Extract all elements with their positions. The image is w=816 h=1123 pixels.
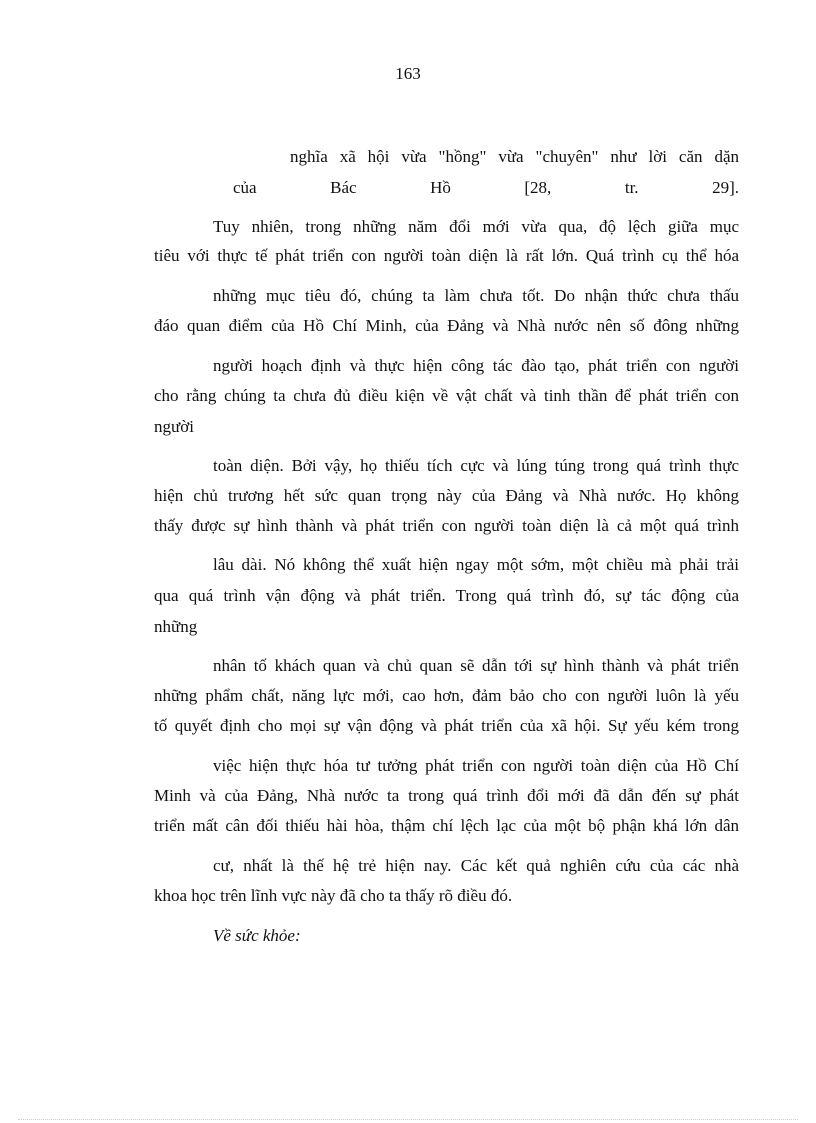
text-line: người [154,417,194,436]
text-line: cho rằng chúng ta chưa đủ điều kiện về vật chất và tinh thần để phát triển con [154,386,739,405]
text-line: cư, nhất là thế hệ trẻ hiện nay. Các kết quả nghiên cứu của các nhà [213,856,739,875]
text-line: hiện chủ trương hết sức quan trọng này của Đảng và Nhà nước. Họ không [154,486,739,505]
text-line: đáo quan điểm của Hồ Chí Minh, của Đảng và Nhà nước nên số đông những [154,316,739,335]
text-line: việc hiện thực hóa tư tưởng phát triển con người toàn diện của Hồ Chí [213,756,739,775]
page-number: 163 [395,64,421,83]
text-line: khoa học trên lĩnh vực này đã cho ta thấy rõ điều đó. [154,886,513,905]
text-line: triển mất cân đối thiếu hài hòa, thậm chí lệch lạc của một bộ phận khá lớn dân [154,816,739,835]
text-line: nhân tố khách quan và chủ quan sẽ dẫn tới sự hình thành và phát triển [213,656,739,675]
text-line: tiêu với thực tế phát triển con người toàn diện là rất lớn. Quá trình cụ thể hóa [154,246,739,265]
text-line: qua quá trình vận động và phát triển. Trong quá trình đó, sự tác động của [154,586,739,605]
text-line: những [154,617,198,636]
section-heading: Về sức khỏe: [213,926,301,945]
text-line: thấy được sự hình thành và phát triển con người toàn diện là cả một quá trình [154,516,739,535]
text-line: Tuy nhiên, trong những năm đổi mới vừa qua, độ lệch giữa mục [213,217,739,236]
text-line: lâu dài. Nó không thể xuất hiện ngay một sớm, một chiều mà phải trải [213,555,739,574]
text-line: Minh và của Đảng, Nhà nước ta trong quá trình đổi mới đã dẫn đến sự phát [154,786,739,805]
text-line: những phẩm chất, năng lực mới, cao hơn, đảm bảo cho con người luôn là yếu [154,686,739,705]
text-line: người hoạch định và thực hiện công tác đào tạo, phát triển con người [213,356,739,375]
text-line: tố quyết định cho mọi sự vận động và phát triển của xã hội. Sự yếu kém trong [154,716,739,735]
text-line: nghĩa xã hội vừa "hồng" vừa "chuyên" như lời căn dặn [290,147,739,166]
page-bottom-border [18,1119,798,1120]
text-line: toàn diện. Bởi vậy, họ thiếu tích cực và lúng túng trong quá trình thực [213,456,739,475]
text-line: những mục tiêu đó, chúng ta làm chưa tốt. Do nhận thức chưa thấu [213,286,739,305]
text-line: của Bác Hồ [28, tr. 29]. [233,178,739,197]
